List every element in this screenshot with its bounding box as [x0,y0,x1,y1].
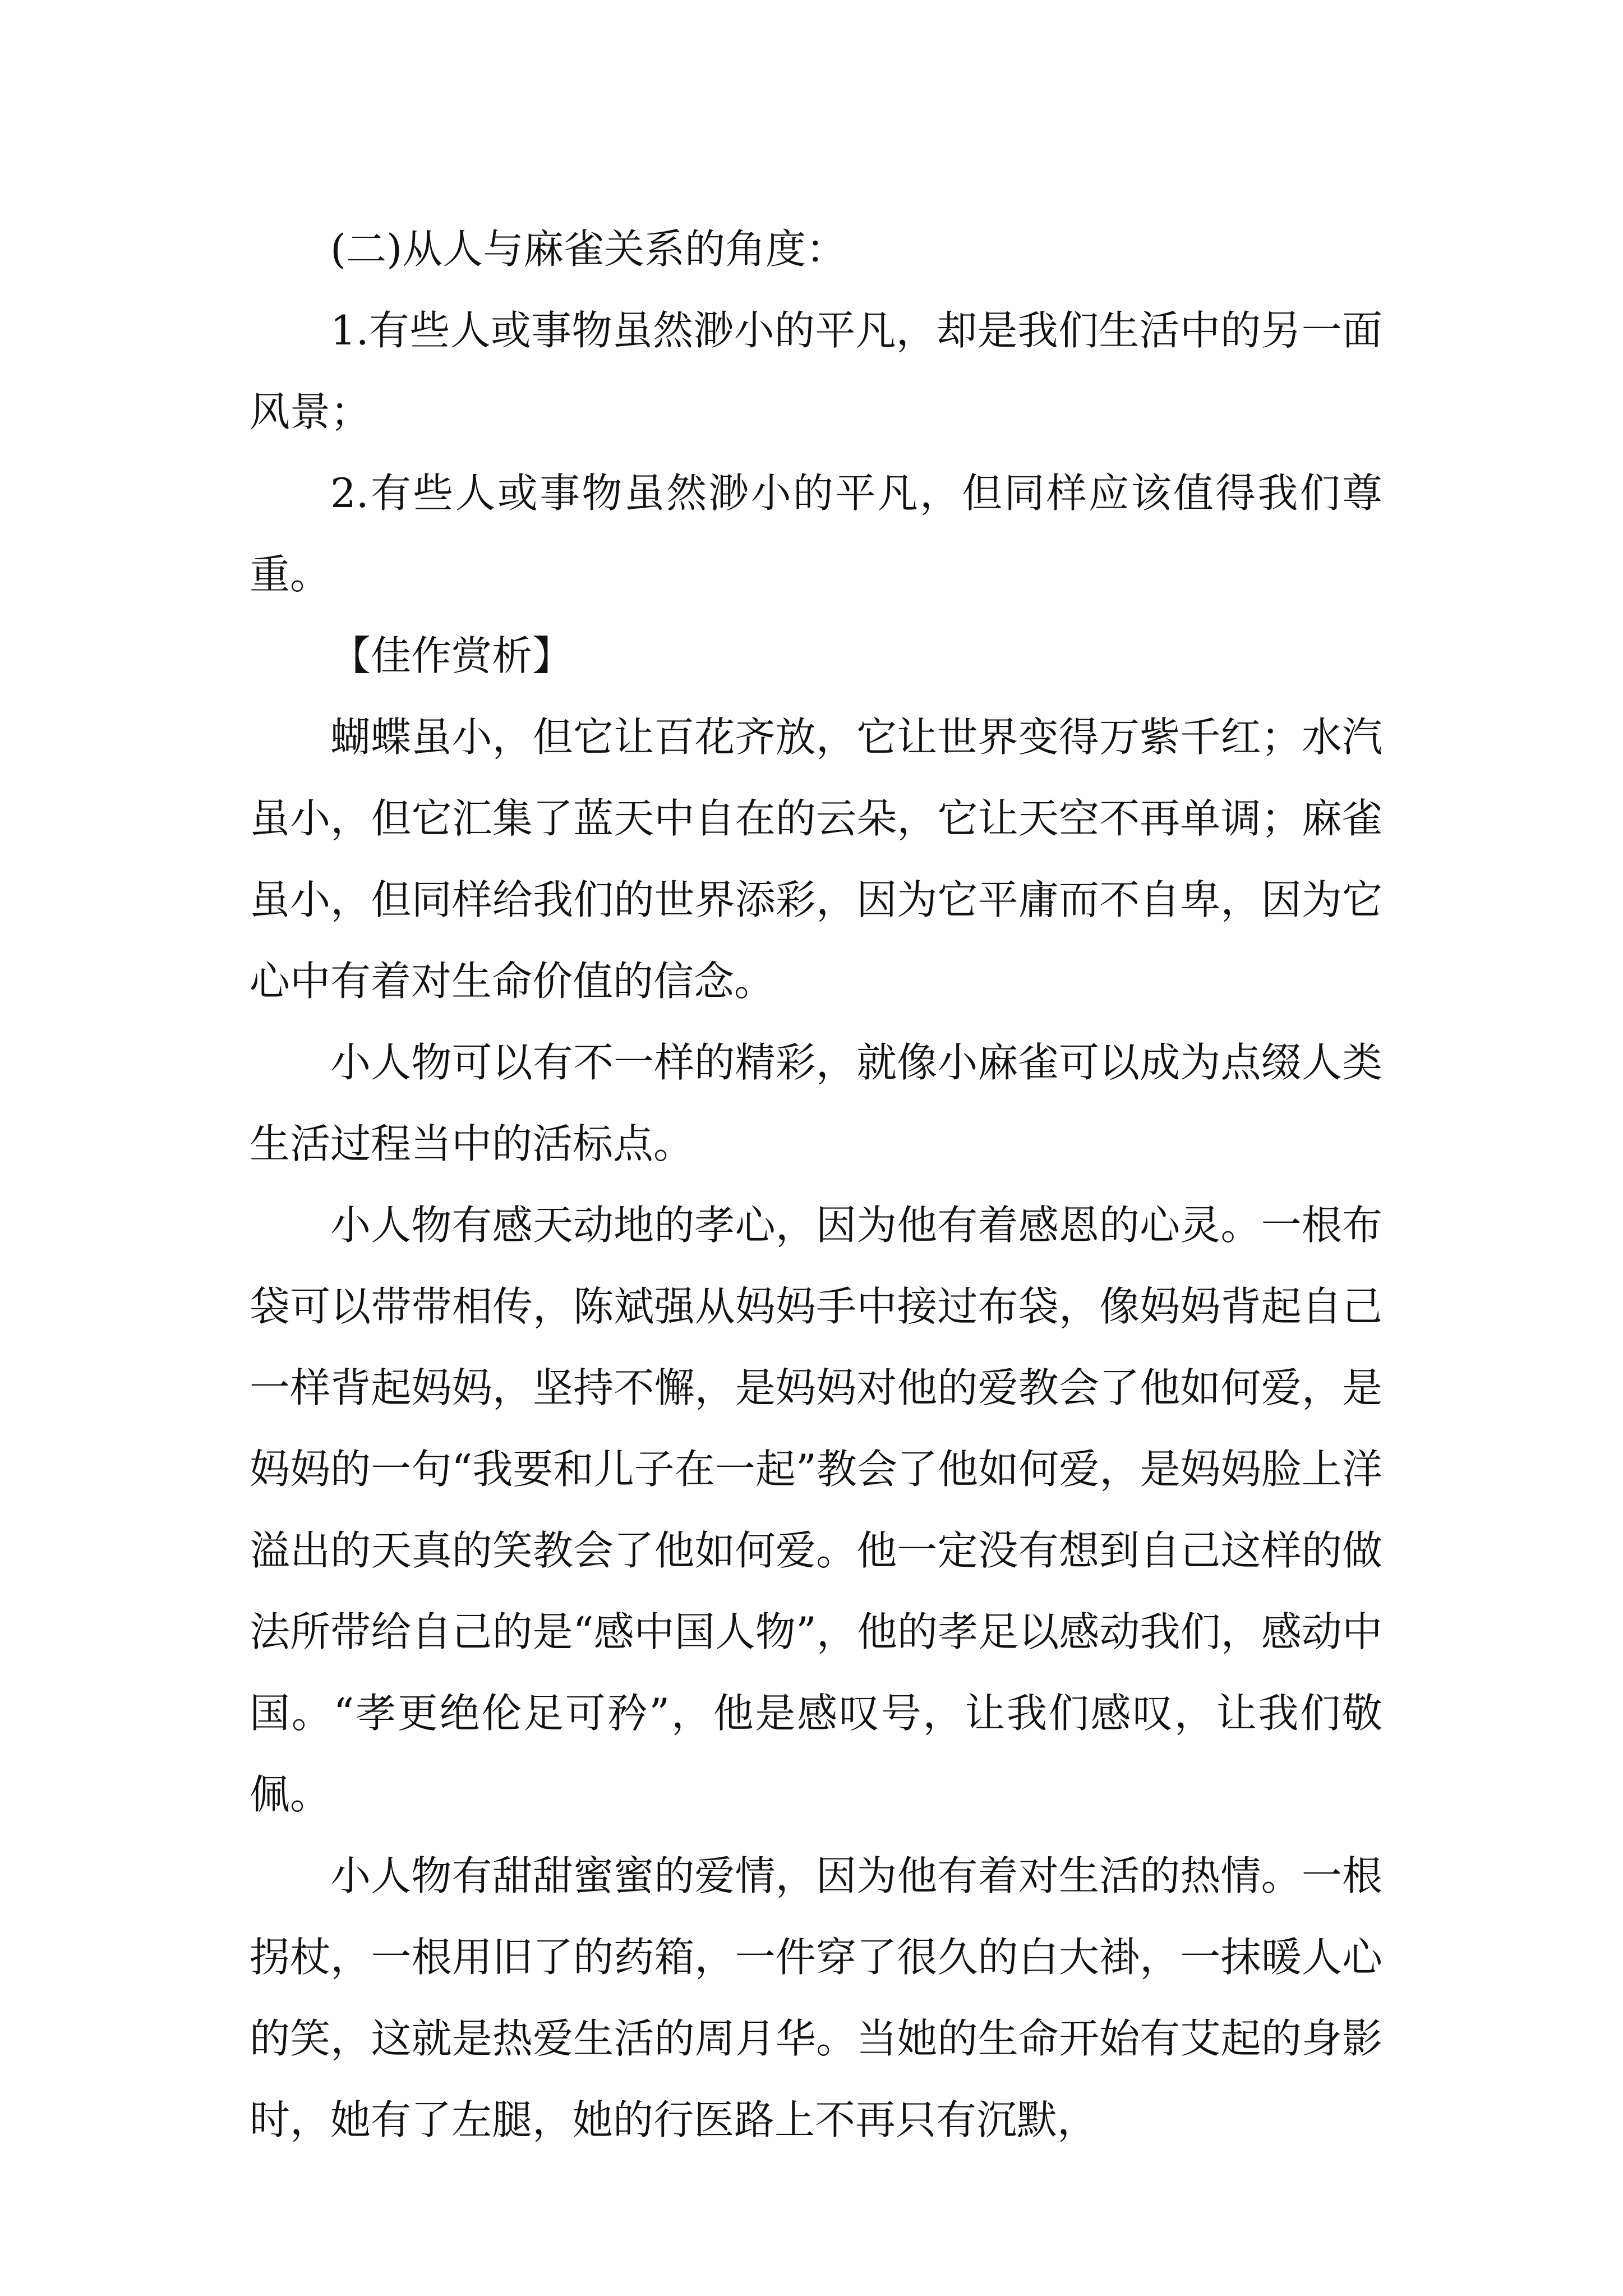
point-one: 1.有些人或事物虽然渺小的平凡，却是我们生活中的另一面风景； [250,307,1382,435]
appreciation-heading: 【佳作赏析】 [330,632,573,679]
section-heading: (二)从人与麻雀关系的角度： [330,226,847,273]
document-body [250,209,1382,2161]
body-paragraph: 蝴蝶虽小，但它让百花齐放，它让世界变得万紫千红；水汽虽小，但它汇集了蓝天中自在的云朵，它让天空不再单调；麻雀虽小，但同样给我们的世界添彩，因为它平庸而不自卑，因为它心中有着对生命价值的信念。 [250,714,1382,1005]
body-paragraph: 小人物可以有不一样的精彩，就像小麻雀可以成为点缀人类生活过程当中的活标点。 [250,1039,1382,1167]
body-paragraph: 小人物有感天动地的孝心，因为他有着感恩的心灵。一根布袋可以带带相传，陈斌强从妈妈手中接过布袋，像妈妈背起自己一样背起妈妈，坚持不懈，是妈妈对他的爱教会了他如何爱，是妈妈的一句“我要和儿子在一起”教会了他如何爱，是妈妈脸上洋溢出的天真的笑教会了他如何爱。他一定没有想到自己这样的做法所带给自己的是“感中国人物”，他的孝足以感动我们，感动中国。“孝更绝伦足可矜”，他是感叹号，让我们感叹，让我们敬佩。 [250,1202,1382,1818]
body-paragraph: 小人物有甜甜蜜蜜的爱情，因为他有着对生活的热情。一根拐杖，一根用旧了的药箱，一件穿了很久的白大褂，一抹暖人心的笑，这就是热爱生活的周月华。当她的生命开始有艾起的身影时，她有了左腿，她的行医路上不再只有沉默， [250,1852,1382,2143]
point-two: 2.有些人或事物虽然渺小的平凡，但同样应该值得我们尊重。 [250,470,1382,598]
